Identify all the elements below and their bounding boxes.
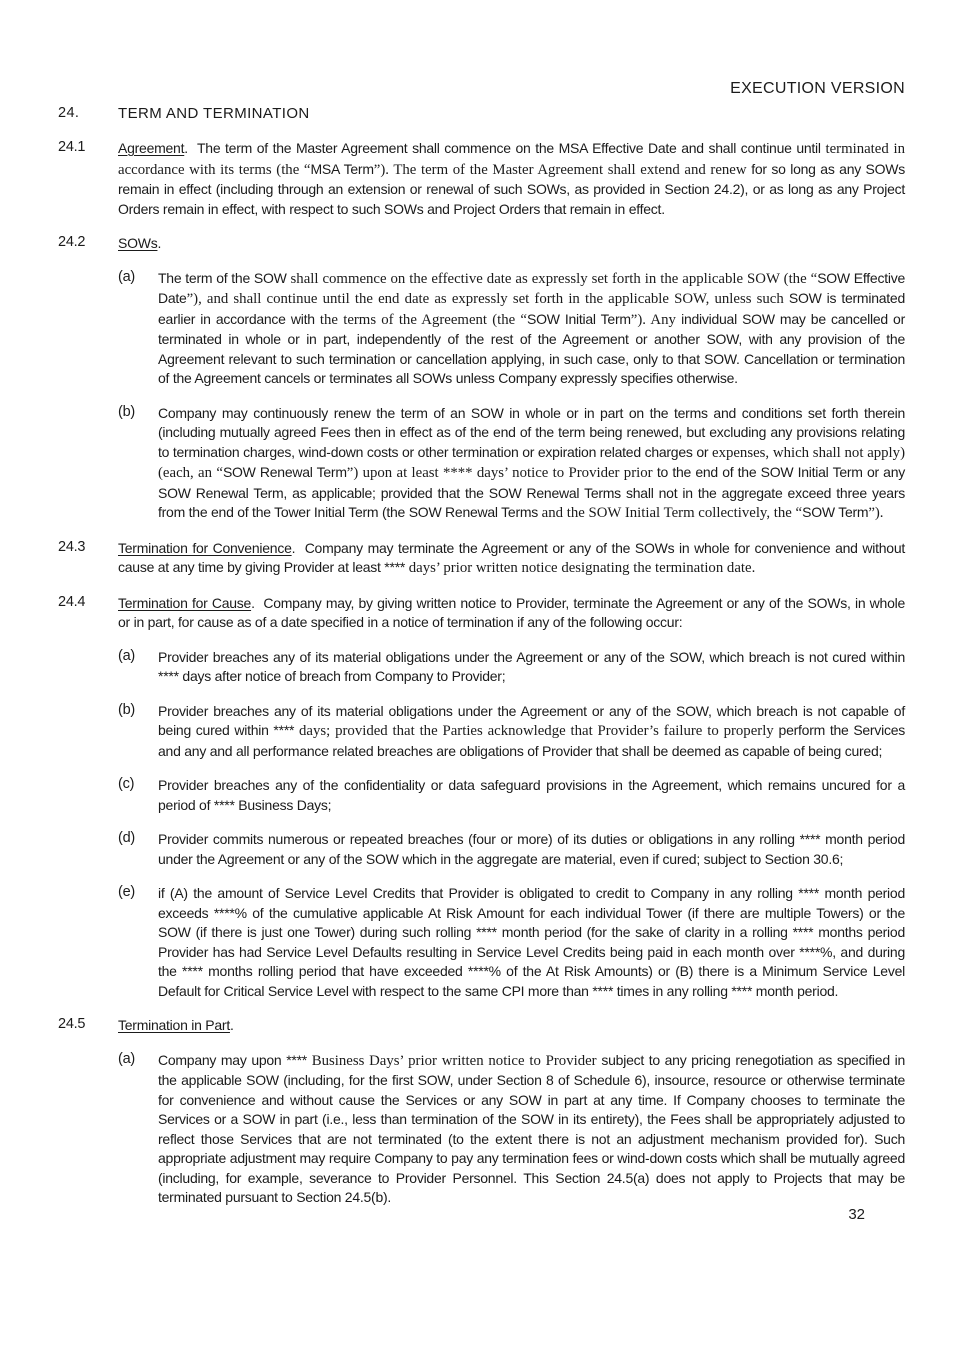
text-run: Company may, by giving written notice to Provider, terminate the Agreement or any of the SOWs, in whole or in part, for cause as of a date specified in a notice of termination if any of the following occur: xyxy=(118,594,906,630)
page-number: 32 xyxy=(848,1206,865,1223)
section-label-period: . xyxy=(184,140,197,156)
section-number: 24.2 xyxy=(58,234,86,250)
text-run: SOW Term xyxy=(802,504,869,520)
clause-item xyxy=(118,830,905,869)
paragraph-text xyxy=(158,776,905,815)
text-run: perform the Services and any and all performance related breaches are obligations of Provider that shall be deemed as capable of being cured; xyxy=(158,722,905,759)
section-label: Agreement xyxy=(118,140,185,156)
clause-item xyxy=(118,776,905,815)
text-run: The term of the Master Agreement shall commence on the MSA Effective Date and shall continue until xyxy=(196,140,826,156)
execution-version-header: EXECUTION VERSION xyxy=(730,80,905,97)
clause-letter: (b) xyxy=(118,403,135,420)
clause-letter: (b) xyxy=(118,701,135,718)
text-run: days; provided that the Parties acknowledge that Provider’s failure to properly xyxy=(299,723,779,739)
clause-item xyxy=(118,648,905,687)
clause-letter: (c) xyxy=(118,776,135,792)
section-paragraph xyxy=(58,594,905,633)
text-run: expenses, which shall not apply) (each, an “ xyxy=(158,444,905,481)
paragraph-text xyxy=(158,830,905,869)
text-run: ”). The term of the Master Agreement shall extend and renew xyxy=(373,161,752,178)
text-run: Company may upon **** xyxy=(158,1051,312,1068)
text-run: terminated in accordance with its terms (the “ xyxy=(118,141,905,178)
paragraph-text xyxy=(118,234,905,254)
text-run: SOW Initial Term xyxy=(527,310,631,327)
text-run: to the end of the SOW Initial Term or any SOW Renewal Term, as applicable; provided that the SOW Renewal Terms shall not in the aggregate exceed three years from the end of the Tower Initial Term (the SOW Renewal Terms xyxy=(158,464,905,520)
paragraph-text xyxy=(118,594,905,633)
paragraph-text xyxy=(158,404,905,524)
section-label-period: . xyxy=(229,1017,238,1033)
section-label: Termination in Part xyxy=(118,1017,230,1033)
paragraph-text xyxy=(118,1016,905,1036)
text-run: Provider commits numerous or repeated breaches (four or more) of its duties or obligations in any rolling **** month period under the Agreement or any of the SOW which in the aggregate are material, even if cured; subject to Section 30.6; xyxy=(158,831,905,867)
section-number: 24.1 xyxy=(58,139,86,155)
text-run: subject to any pricing renegotiation as specified in the applicable SOW (including, for the first SOW, under Section 8 of Schedule 6), insource, resource or otherwise terminate for convenience and without cause the Services or any SOW in part at any time. If Company chooses to terminate the Services or a SOW in part (i.e., less than termination of the SOW in its entirety), the Fees shall be appropriately adjusted to reflect those Services that are not terminated (to the extent there is not an adjustment mechanism provided for). Such appropriate adjustment may require Company to pay any termination fees or wind-down costs which shall be mutually agreed (including, for example, severance to Provider Personnel. This Section 24.5(a) does not apply to Projects that may be terminated pursuant to Section 24.5(b). xyxy=(158,1051,905,1205)
text-run: if (A) the amount of Service Level Credits that Provider is obligated to credit to Company in any rolling **** month period exceeds ****% of the cumulative applicable At Risk Amount for each individual Tower (if there are multiple Towers) or the SOW (if there is just one Tower) during such rolling **** month period (for the sake of clarity in a rolling **** months period Provider has had Service Level Defaults resulting in Service Level Credits being paid in each month over ****%, and during the **** months rolling period that have exceeded ****% of the At Risk Amounts) or (B) there is a Minimum Service Level Default for Critical Service Level with respect to the same CPI more than **** times in any rolling **** month period. xyxy=(158,885,905,999)
section-heading-number: 24. xyxy=(58,105,80,121)
document-body xyxy=(58,139,905,1208)
section-number: 24.4 xyxy=(58,593,86,610)
section-number: 24.5 xyxy=(58,1016,86,1032)
paragraph-text xyxy=(158,648,905,687)
section-label: Termination for Convenience xyxy=(118,539,292,556)
section-paragraph xyxy=(58,139,905,219)
section-label-period: . xyxy=(291,539,305,556)
section-paragraph xyxy=(58,1016,905,1036)
text-run: Business Days’ prior written notice to Provider xyxy=(311,1052,602,1069)
clause-letter: (a) xyxy=(118,268,135,285)
text-run: the terms of the Agreement (the “ xyxy=(319,311,528,328)
paragraph-text xyxy=(158,269,905,389)
paragraph-text xyxy=(158,1051,905,1208)
text-run: Company may terminate the Agreement or any of the SOWs in whole for convenience and without cause at any time by giving Provider at least **** xyxy=(118,539,906,575)
section-paragraph xyxy=(58,539,905,579)
clause-item xyxy=(118,884,905,1001)
text-run: ”) upon at least **** days’ notice to Provider prior xyxy=(346,465,657,481)
clause-letter: (e) xyxy=(118,884,135,900)
text-run: MSA Term xyxy=(310,160,374,177)
paragraph-text xyxy=(158,884,905,1001)
text-run: for so long as any SOWs remain in effect (including through an extension or renewal of such SOWs, as provided in Section 24.2), or as long as any Project Orders remain in effect, with respect to such SOWs and Project Orders that remain in effect. xyxy=(118,160,906,217)
section-paragraph xyxy=(58,234,905,254)
paragraph-text xyxy=(118,139,905,219)
section-label: Termination for Cause xyxy=(118,594,252,611)
clause-item xyxy=(118,404,905,524)
text-run: SOW Effective Date xyxy=(158,269,905,306)
clause-item xyxy=(118,269,905,389)
clause-letter: (d) xyxy=(118,830,135,846)
text-run: The term of the SOW xyxy=(158,269,291,286)
text-run: Provider breaches any of its material obligations under the Agreement or any of the SOW, which breach is not cured within **** days after notice of breach from Company to Provider; xyxy=(158,648,905,684)
section-label-period: . xyxy=(157,235,165,251)
section-heading xyxy=(58,105,905,122)
text-run: days’ prior written notice designating the termination date. xyxy=(408,560,756,576)
text-run: shall commence on the effective date as expressly set forth in the applicable SOW (the “ xyxy=(290,270,818,287)
text-run: Provider breaches any of the confidentiality or data safeguard provisions in the Agreement, which remains uncured for a period of **** Business Days; xyxy=(158,777,905,813)
section-label-period: . xyxy=(251,594,264,611)
section-number: 24.3 xyxy=(58,538,86,555)
clause-item xyxy=(118,1051,905,1208)
paragraph-text xyxy=(118,539,905,579)
text-run: and the SOW Initial Term collectively, the “ xyxy=(541,505,803,521)
text-run: ”), and shall continue until the end date as expressly set forth in the applicable SOW, unless such xyxy=(186,291,789,307)
section-label: SOWs xyxy=(118,235,158,251)
text-run: individual SOW may be cancelled or terminated in whole or in part, independently of the rest of the Agreement or another SOW, with any provision of the Agreement relevant to such termination or cancellation applying, in such case, only to that SOW. Cancellation or termination of the Agreement cancels or terminates all SOWs unless Company expressly specifies otherwise. xyxy=(158,310,905,386)
section-heading-title: TERM AND TERMINATION xyxy=(118,105,310,122)
text-run: SOW Renewal Term xyxy=(222,464,347,480)
clause-letter: (a) xyxy=(118,647,135,664)
text-run: ”). xyxy=(868,505,884,521)
text-run: SOW is terminated earlier in accordance with xyxy=(158,290,905,327)
text-run: ”). Any xyxy=(630,311,682,328)
clause-letter: (a) xyxy=(118,1050,135,1067)
text-run: Company may continuously renew the term of an SOW in whole or in part on the terms and conditions set forth therein (including mutually agreed Fees then in effect as of the end of the term being renewed, but excluding any provisions relating to termination charges, wind-down costs or other termination or expiration related charges or xyxy=(158,404,905,460)
clause-item xyxy=(118,702,905,762)
text-run: Provider breaches any of its material obligations under the Agreement or any of the SOW, which breach is not capable of being cured within **** xyxy=(158,702,905,738)
paragraph-text xyxy=(158,702,905,762)
